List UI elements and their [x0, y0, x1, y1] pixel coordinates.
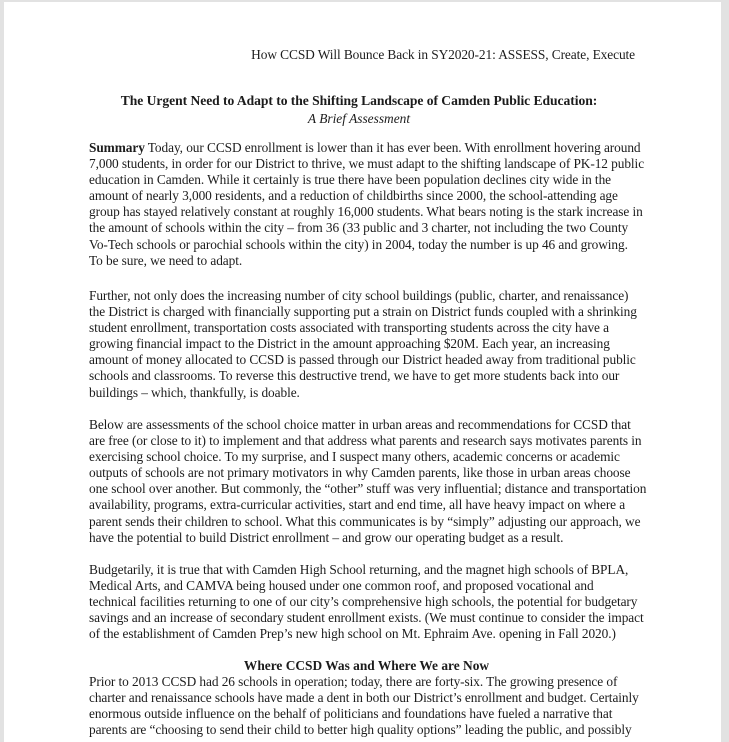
paragraph-line: To be sure, we need to adapt.: [89, 252, 243, 268]
summary-lead: Summary: [89, 140, 145, 155]
document-subtitle: A Brief Assessment: [307, 111, 411, 126]
paragraph-line: availability, programs, extra-curricular activities, start and end time, all have heavy impact on where a: [89, 497, 626, 513]
paragraph-line: are free (or close to it) to implement and that address what parents and research says motivates parents in: [89, 433, 642, 449]
paragraph-line: parent sends their children to school. What this communicates is by “simply” adjusting our approach, we: [89, 513, 641, 529]
paragraph-line: Medical Arts, and CAMVA being housed under one common roof, and proposed vocational and: [89, 578, 594, 594]
paragraph-line: student enrollment, transportation costs associated with transporting students across the city have a: [89, 320, 609, 336]
paragraph-line: schools and classrooms. To reverse this destructive trend, we have to get more students back into our: [89, 368, 620, 384]
document-page: [4, 2, 721, 742]
paragraph-line: savings and an increase of secondary student enrollment exists. (We must continue to consider the impact: [89, 610, 644, 626]
school-choice-paragraph: [89, 417, 649, 546]
paragraph-line: Vo-Tech schools or parochial schools within the city) in 2004, today the number is up 46 and growing.: [89, 236, 628, 252]
paragraph-line: of the establishment of Camden Prep’s new high school on Mt. Ephraim Ave. opening in Fall 2020.): [89, 626, 616, 642]
budget-paragraph: [89, 562, 649, 642]
running-header: How CCSD Will Bounce Back in SY2020-21: ASSESS, Create, Execute: [251, 47, 635, 62]
paragraph-line: Further, not only does the increasing number of city school buildings (public, charter, and renaissance): [89, 288, 629, 303]
paragraph-line: have the potential to build District enrollment – and grow our operating budget as a result.: [89, 529, 564, 545]
paragraph-line: outputs of schools are not primary motivators in why Camden parents, like those in urban areas choose: [89, 465, 631, 481]
paragraph-line: one school over another. But commonly, the “other” stuff was very influential; distance and transportation: [89, 481, 647, 497]
funding-paragraph: [89, 288, 649, 401]
document-title: The Urgent Need to Adapt to the Shifting Landscape of Camden Public Education:: [120, 93, 598, 108]
paragraph-line: group has stayed relatively constant at roughly 16,000 students. What bears noting is the stark increase in: [89, 204, 643, 220]
summary-paragraph: [89, 140, 649, 269]
paragraph-line: amount of money allocated to CCSD is passed through our District headed away from traditional public: [89, 352, 636, 368]
paragraph-line: parents are “choosing to send their child to better high quality options” leading the public, and possibly: [89, 722, 632, 738]
paragraph-line: education in Camden. While it certainly is true there have been population declines city wide in the: [89, 172, 611, 188]
title-block: [4, 92, 714, 127]
paragraph-line: amount of nearly 3,000 residents, and a reduction of childbirths since 2000, the school-attending age: [89, 188, 618, 204]
paragraph-line: Below are assessments of the school choice matter in urban areas and recommendations for CCSD that: [89, 417, 631, 432]
paragraph-line: buildings – which, thankfully, is doable.: [89, 384, 300, 400]
paragraph-line: the District is charged with financially supporting put a strain on District funds coupled with a shrinking: [89, 304, 637, 320]
paragraph-line: 7,000 students, in order for our District to thrive, we must adapt to the shifting landscape of PK-12 public: [89, 156, 645, 172]
paragraph-line: Summary Today, our CCSD enrollment is lower than it has ever been. With enrollment hovering around: [89, 140, 641, 155]
paragraph-line: Budgetarily, it is true that with Camden High School returning, and the magnet high schools of BPLA,: [89, 562, 629, 577]
paragraph-line: exercising school choice. To my surprise, and I suspect many others, academic concerns or academic: [89, 449, 620, 465]
paragraph-line: charter and renaissance schools have made a dent in both our District’s enrollment and budget. Certainly: [89, 690, 639, 706]
paragraph-line: the amount of schools within the city – from 36 (33 public and 3 charter, not including the two County: [89, 220, 629, 236]
paragraph-line: enormous outside influence on the behalf of politicians and foundations have fueled a narrative that: [89, 706, 613, 722]
paragraph-line: technical facilities returning to one of our city’s comprehensive high schools, the potential for budgetary: [89, 594, 638, 610]
paragraph-line: Prior to 2013 CCSD had 26 schools in operation; today, there are forty-six. The growing presence of: [89, 674, 618, 689]
section-heading: Where CCSD Was and Where We are Now: [243, 658, 490, 673]
paragraph-line: growing financial impact to the District in the amount approaching $20M. Each year, an increasing: [89, 336, 610, 352]
